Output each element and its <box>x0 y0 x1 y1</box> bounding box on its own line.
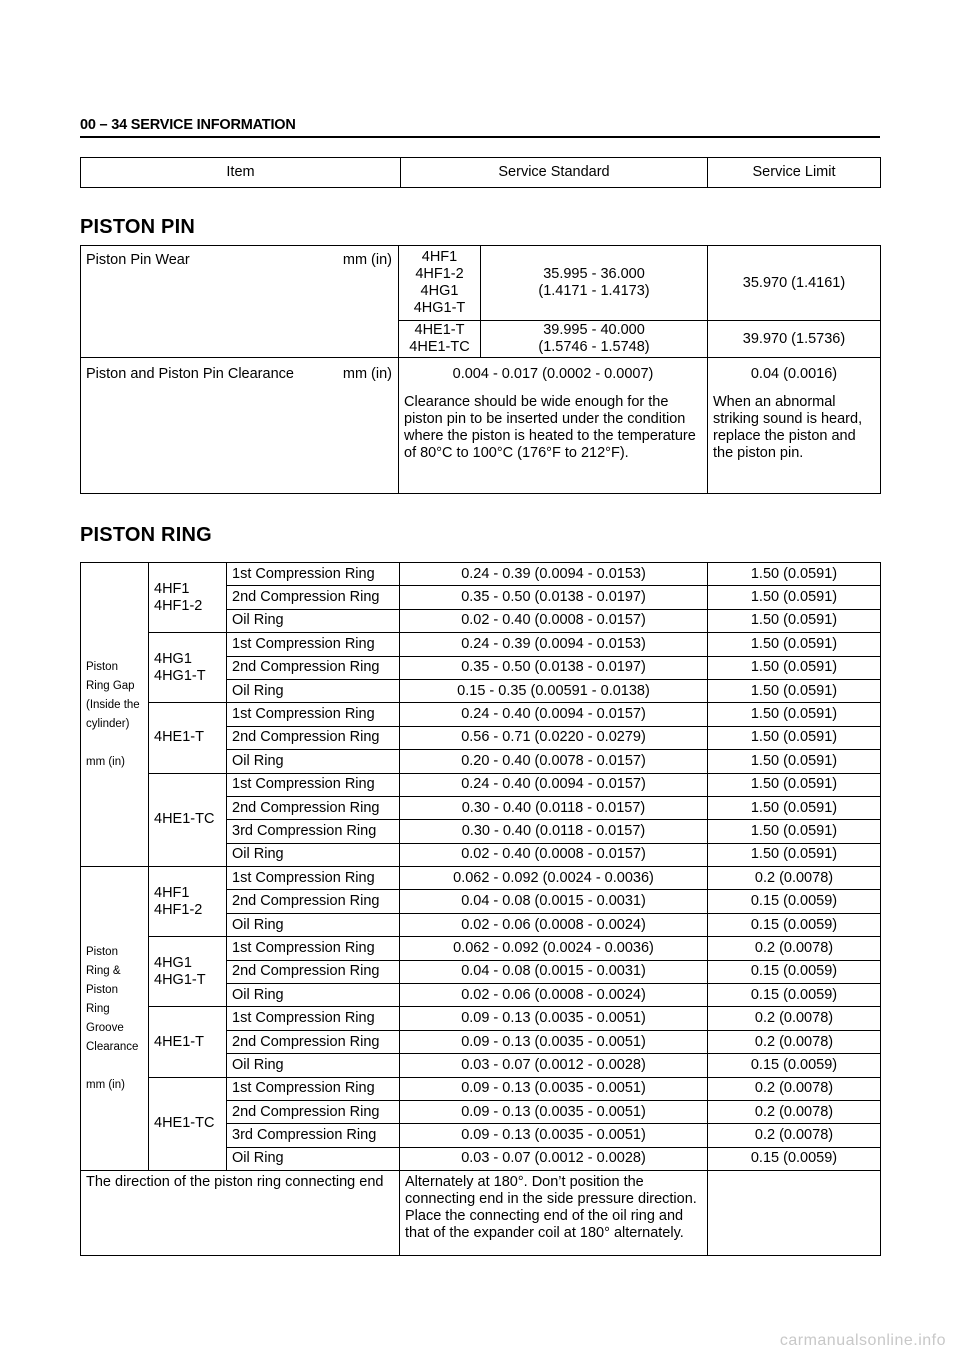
limit-value: 1.50 (0.0591) <box>708 796 881 819</box>
engine-cell <box>399 246 481 321</box>
ring-name: 1st Compression Ring <box>227 563 400 586</box>
category-label-line: (Inside the <box>86 698 140 711</box>
standard-value: 0.24 - 0.39 (0.0094 - 0.0153) <box>400 563 708 586</box>
page-header: 00 – 34 SERVICE INFORMATION <box>80 117 296 133</box>
column-header-table <box>80 157 881 188</box>
ring-name: 2nd Compression Ring <box>227 726 400 749</box>
ring-name: 1st Compression Ring <box>227 1007 400 1030</box>
engine-name: 4HF1 <box>154 884 190 901</box>
clearance-limit-note: When an abnormal striking sound is heard, replace the piston and the piston pin. <box>713 394 863 461</box>
limit-value: 0.2 (0.0078) <box>708 1077 881 1100</box>
engine-name: 4HF1 <box>421 249 458 265</box>
category-label-line: mm (in) <box>86 1078 125 1091</box>
engine-name: 4HG1-T <box>154 667 206 684</box>
category-label-line: cylinder) <box>86 717 130 730</box>
standard-value: 0.02 - 0.06 (0.0008 - 0.0024) <box>400 913 708 936</box>
standard-value: 0.02 - 0.06 (0.0008 - 0.0024) <box>400 984 708 1007</box>
direction-limit-cell <box>708 1171 881 1256</box>
engine-name: 4HE1-TC <box>409 339 470 355</box>
clearance-limit-cell <box>708 358 881 494</box>
clearance-standard-cell <box>399 358 708 494</box>
category-label-line: Piston <box>86 983 118 996</box>
column-item: Item <box>81 158 401 188</box>
limit-value: 1.50 (0.0591) <box>708 703 881 726</box>
limit-value: 0.15 (0.0059) <box>708 913 881 936</box>
ring-name: 2nd Compression Ring <box>227 796 400 819</box>
category-label-line: Ring <box>86 1002 110 1015</box>
engine-cell <box>399 321 481 358</box>
groove-category-label <box>81 867 149 1171</box>
limit-value: 0.2 (0.0078) <box>708 1030 881 1053</box>
standard-value: 0.02 - 0.40 (0.0008 - 0.0157) <box>400 609 708 632</box>
engine-name: 4HF1-2 <box>415 266 464 282</box>
category-label-line: Piston <box>86 945 118 958</box>
standard-value: 0.04 - 0.08 (0.0015 - 0.0031) <box>400 890 708 913</box>
engine-cell <box>149 867 227 937</box>
limit-value: 1.50 (0.0591) <box>708 820 881 843</box>
limit-value: 1.50 (0.0591) <box>708 609 881 632</box>
standard-value: 0.03 - 0.07 (0.0012 - 0.0028) <box>400 1054 708 1077</box>
limit-value: 0.15 (0.0059) <box>708 890 881 913</box>
piston-pin-wear-label: Piston Pin Wear <box>86 252 190 268</box>
ring-name: Oil Ring <box>227 679 400 702</box>
limit-value: 1.50 (0.0591) <box>708 726 881 749</box>
standard-value: 35.995 - 36.000 <box>543 266 645 282</box>
engine-cell <box>149 1077 227 1171</box>
column-standard: Service Standard <box>401 158 708 188</box>
ring-name: Oil Ring <box>227 750 400 773</box>
clearance-standard: 0.004 - 0.017 (0.0002 - 0.0007) <box>452 366 654 382</box>
category-label-line: Ring & <box>86 964 121 977</box>
limit-value: 1.50 (0.0591) <box>708 679 881 702</box>
limit-value: 1.50 (0.0591) <box>708 586 881 609</box>
section-title-piston-ring: PISTON RING <box>80 524 212 546</box>
ring-name: 1st Compression Ring <box>227 1077 400 1100</box>
ring-name: 2nd Compression Ring <box>227 960 400 983</box>
category-label-line: Groove <box>86 1021 124 1034</box>
ring-name: 1st Compression Ring <box>227 937 400 960</box>
engine-cell <box>149 1007 227 1077</box>
clearance-label-cell <box>81 358 399 494</box>
standard-value: 0.15 - 0.35 (0.00591 - 0.0138) <box>400 679 708 702</box>
table-row <box>81 937 881 960</box>
standard-value: 0.09 - 0.13 (0.0035 - 0.0051) <box>400 1030 708 1053</box>
ring-name: 2nd Compression Ring <box>227 1100 400 1123</box>
standard-value: 0.09 - 0.13 (0.0035 - 0.0051) <box>400 1124 708 1147</box>
limit-value: 1.50 (0.0591) <box>708 563 881 586</box>
direction-note-cell <box>400 1171 708 1256</box>
clearance-limit: 0.04 (0.0016) <box>750 366 838 382</box>
table-row <box>81 1007 881 1030</box>
category-label-line <box>86 734 148 753</box>
ring-name: 2nd Compression Ring <box>227 656 400 679</box>
engine-cell <box>149 937 227 1007</box>
standard-value: 0.062 - 0.092 (0.0024 - 0.0036) <box>400 867 708 890</box>
engine-cell <box>149 633 227 703</box>
engine-name: 4HE1-TC <box>154 811 215 828</box>
standard-value: 0.30 - 0.40 (0.0118 - 0.0157) <box>400 796 708 819</box>
gap-category-label <box>81 563 149 867</box>
engine-name: 4HE1-TC <box>154 1115 215 1132</box>
ring-name: 3rd Compression Ring <box>227 820 400 843</box>
standard-value: 0.09 - 0.13 (0.0035 - 0.0051) <box>400 1007 708 1030</box>
ring-name: Oil Ring <box>227 843 400 866</box>
piston-ring-table <box>80 562 881 1256</box>
standard-value: 0.062 - 0.092 (0.0024 - 0.0036) <box>400 937 708 960</box>
limit-value: 1.50 (0.0591) <box>708 843 881 866</box>
engine-name: 4HF1-2 <box>154 597 203 614</box>
limit-value: 0.15 (0.0059) <box>708 984 881 1007</box>
standard-value-in: (1.4171 - 1.4173) <box>538 283 650 299</box>
engine-name: 4HF1 <box>154 580 190 597</box>
ring-name: Oil Ring <box>227 913 400 936</box>
limit-value: 0.2 (0.0078) <box>708 937 881 960</box>
ring-name: Oil Ring <box>227 609 400 632</box>
ring-name: 1st Compression Ring <box>227 867 400 890</box>
standard-value: 0.09 - 0.13 (0.0035 - 0.0051) <box>400 1077 708 1100</box>
standard-value: 0.56 - 0.71 (0.0220 - 0.0279) <box>400 726 708 749</box>
piston-pin-wear-label-cell <box>81 246 399 358</box>
ring-name: 1st Compression Ring <box>227 633 400 656</box>
section-title-piston-pin: PISTON PIN <box>80 216 195 238</box>
ring-name: Oil Ring <box>227 1147 400 1170</box>
standard-value: 0.02 - 0.40 (0.0008 - 0.0157) <box>400 843 708 866</box>
engine-name: 4HE1-T <box>154 729 204 746</box>
standard-value: 0.24 - 0.40 (0.0094 - 0.0157) <box>400 703 708 726</box>
standard-cell <box>481 321 708 358</box>
limit-value: 0.15 (0.0059) <box>708 1147 881 1170</box>
column-limit: Service Limit <box>708 158 881 188</box>
ring-name: 3rd Compression Ring <box>227 1124 400 1147</box>
limit-value: 1.50 (0.0591) <box>708 773 881 796</box>
limit-value: 0.2 (0.0078) <box>708 1124 881 1147</box>
clearance-unit: mm (in) <box>342 366 392 382</box>
ring-name: 1st Compression Ring <box>227 773 400 796</box>
limit-value: 39.970 (1.5736) <box>708 321 881 358</box>
standard-value-in: (1.5746 - 1.5748) <box>538 339 650 355</box>
ring-name: Oil Ring <box>227 1054 400 1077</box>
limit-value: 1.50 (0.0591) <box>708 633 881 656</box>
table-row <box>81 633 881 656</box>
standard-value: 0.04 - 0.08 (0.0015 - 0.0031) <box>400 960 708 983</box>
standard-value: 0.03 - 0.07 (0.0012 - 0.0028) <box>400 1147 708 1170</box>
ring-name: 2nd Compression Ring <box>227 890 400 913</box>
engine-name: 4HG1 <box>154 650 192 667</box>
ring-name: 2nd Compression Ring <box>227 1030 400 1053</box>
category-label-line: Ring Gap <box>86 679 135 692</box>
piston-pin-wear-unit: mm (in) <box>342 252 392 268</box>
engine-cell <box>149 773 227 867</box>
standard-value: 0.24 - 0.40 (0.0094 - 0.0157) <box>400 773 708 796</box>
clearance-note: Clearance should be wide enough for the piston pin to be inserted under the condition where the piston is heated to the temperature of 80°C to 100°C (176°F to 212°F). <box>404 394 696 461</box>
clearance-label: Piston and Piston Pin Clearance <box>86 366 294 382</box>
engine-name: 4HG1-T <box>154 971 206 988</box>
direction-label-cell <box>81 1171 400 1256</box>
category-label-line: Piston <box>86 660 118 673</box>
standard-cell <box>481 246 708 321</box>
limit-value: 1.50 (0.0591) <box>708 656 881 679</box>
ring-name: Oil Ring <box>227 984 400 1007</box>
standard-value: 0.20 - 0.40 (0.0078 - 0.0157) <box>400 750 708 773</box>
category-label-line: Clearance <box>86 1040 139 1053</box>
table-row <box>81 563 881 586</box>
standard-value: 0.35 - 0.50 (0.0138 - 0.0197) <box>400 586 708 609</box>
direction-note: Alternately at 180°. Don’t position the connecting end in the side pressure direction. Place the connecting end of the oil ring and that of the expander coil at 180° alternately. <box>405 1174 697 1242</box>
engine-name: 4HG1 <box>420 283 459 299</box>
ring-name: 1st Compression Ring <box>227 703 400 726</box>
limit-value: 0.15 (0.0059) <box>708 1054 881 1077</box>
category-label-line <box>86 1057 148 1076</box>
engine-name: 4HF1-2 <box>154 901 203 918</box>
table-row <box>81 773 881 796</box>
engine-name: 4HG1-T <box>413 300 466 316</box>
direction-label: The direction of the piston ring connecting end <box>86 1174 384 1191</box>
watermark: carmanualsonline.info <box>779 1332 946 1349</box>
standard-value: 0.30 - 0.40 (0.0118 - 0.0157) <box>400 820 708 843</box>
ring-name: 2nd Compression Ring <box>227 586 400 609</box>
table-row <box>81 703 881 726</box>
limit-value: 0.15 (0.0059) <box>708 960 881 983</box>
engine-cell <box>149 563 227 633</box>
engine-name: 4HE1-T <box>414 322 465 338</box>
standard-value: 39.995 - 40.000 <box>543 322 645 338</box>
limit-value: 35.970 (1.4161) <box>708 246 881 321</box>
header-rule <box>80 136 880 138</box>
standard-value: 0.24 - 0.39 (0.0094 - 0.0153) <box>400 633 708 656</box>
table-row <box>81 867 881 890</box>
category-label-line: mm (in) <box>86 755 125 768</box>
engine-cell <box>149 703 227 773</box>
limit-value: 0.2 (0.0078) <box>708 1100 881 1123</box>
engine-name: 4HE1-T <box>154 1033 204 1050</box>
limit-value: 1.50 (0.0591) <box>708 750 881 773</box>
limit-value: 0.2 (0.0078) <box>708 1007 881 1030</box>
engine-name: 4HG1 <box>154 954 192 971</box>
limit-value: 0.2 (0.0078) <box>708 867 881 890</box>
table-row <box>81 1077 881 1100</box>
piston-pin-table <box>80 245 881 494</box>
standard-value: 0.35 - 0.50 (0.0138 - 0.0197) <box>400 656 708 679</box>
standard-value: 0.09 - 0.13 (0.0035 - 0.0051) <box>400 1100 708 1123</box>
